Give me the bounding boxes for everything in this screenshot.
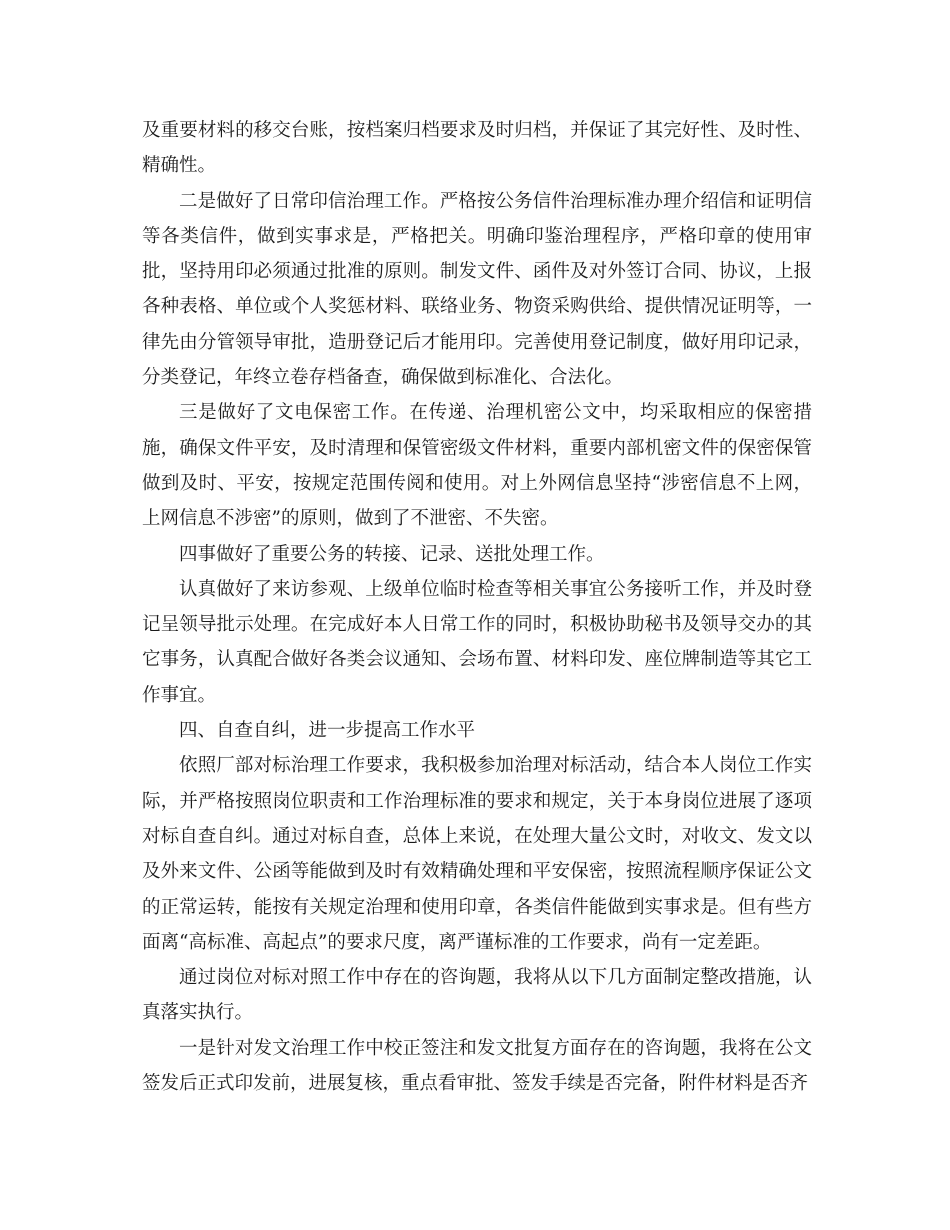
- paragraph-4: 四事做好了重要公务的转接、记录、送批处理工作。: [179, 543, 605, 565]
- paragraph-7: 通过岗位对标对照工作中存在的咨询题，我将从以下几方面制定整改措施，认真落实执行。: [142, 967, 812, 1024]
- paragraph-8: 一是针对发文治理工作中校正签注和发文批复方面存在的咨询题，我将在公文签发后正式印发前，进展复核，重点看审批、签发手续是否完备，附件材料是否齐: [142, 1037, 812, 1095]
- paragraph-6: 依照厂部对标治理工作要求，我积极参加治理对标活动，结合本人岗位工作实际，并严格按照岗位职责和工作治理标准的要求和规定，关于本身岗位进展了逐项对标自查自纠。通过对标自查，总体上来说，在处理大量公文时，对收文、发文以及外来文件、公函等能做到及时有效精确处理和平安保密，按照流程顺序保证公文的正常运转，能按有关规定治理和使用印章，各类信件能做到实事求是。但有些方面离“高标准、高起点”的要求尺度，离严谨标准的工作要求，尚有一定差距。: [142, 755, 812, 953]
- paragraph-3: 三是做好了文电保密工作。在传递、治理机密公文中，均采取相应的保密措施，确保文件平安，及时清理和保管密级文件材料，重要内部机密文件的保密保管做到及时、平安，按规定范围传阅和使用。对上外网信息坚持“涉密信息不上网，上网信息不涉密”的原则，做到了不泄密、不失密。: [142, 402, 812, 530]
- paragraph-5: 认真做好了来访参观、上级单位临时检查等相关事宜公务接听工作，并及时登记呈领导批示处理。在完成好本人日常工作的同时，积极协助秘书及领导交办的其它事务，认真配合做好各类会议通知、会场布置、材料印发、座位牌制造等其它工作事宜。: [142, 578, 812, 706]
- document-body: [142, 113, 812, 1101]
- section-heading: 四、自查自纠，进一步提高工作水平: [179, 720, 476, 742]
- paragraph-2: 二是做好了日常印信治理工作。严格按公务信件治理标准办理介绍信和证明信等各类信件，做到实事求是，严格把关。明确印鉴治理程序，严格印章的使用审批，坚持用印必须通过批准的原则。制发文件、函件及对外签订合同、协议，上报各种表格、单位或个人奖惩材料、联络业务、物资采购供给、提供情况证明等，一律先由分管领导审批，造册登记后才能用印。完善使用登记制度，做好用印记录，分类登记，年终立卷存档备查，确保做到标准化、合法化。: [142, 190, 812, 389]
- paragraph-1: 及重要材料的移交台账，按档案归档要求及时归档，并保证了其完好性、及时性、精确性。: [142, 120, 812, 177]
